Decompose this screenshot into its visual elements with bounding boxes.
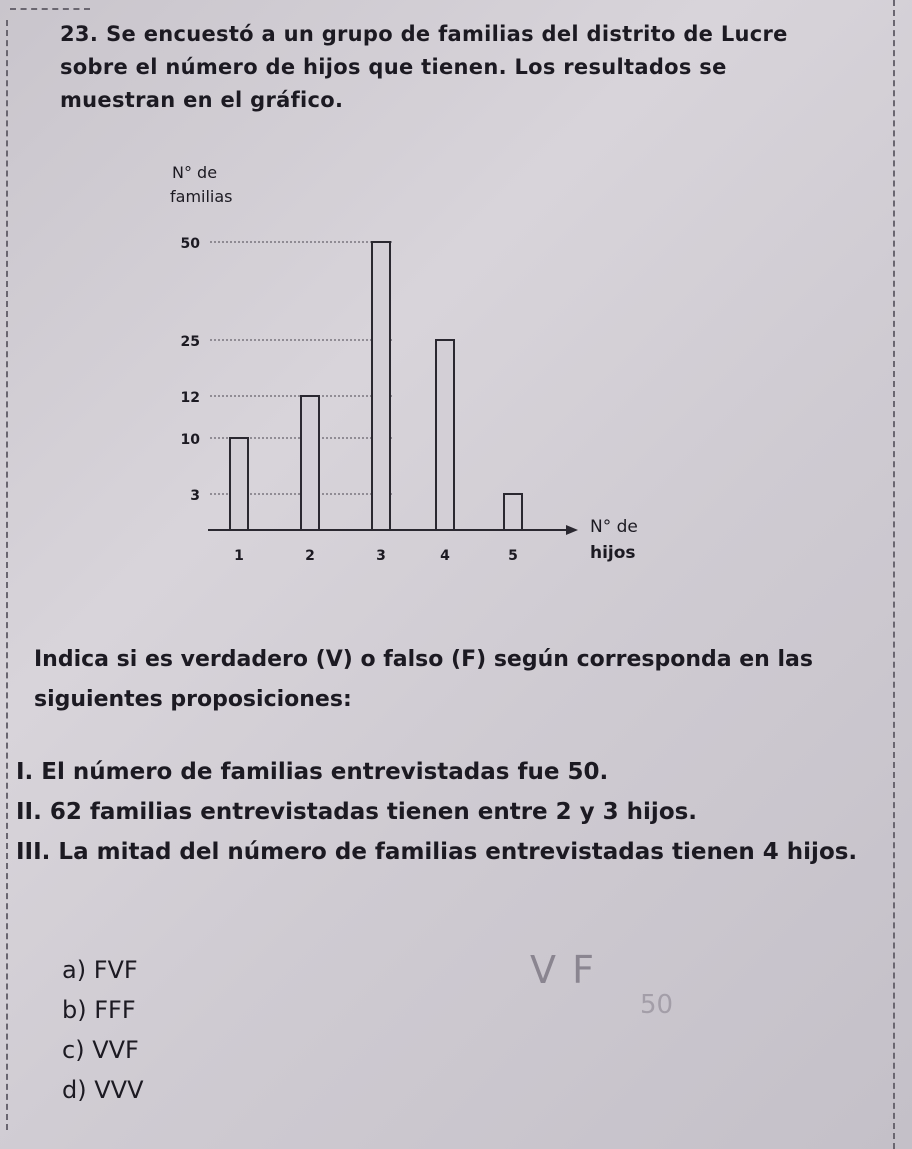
bar-chart bbox=[0, 150, 912, 580]
y-tick-label: 25 bbox=[180, 334, 200, 350]
y-tick-label: 10 bbox=[180, 432, 200, 448]
option-a[interactable]: a) FVF bbox=[62, 956, 138, 984]
y-axis-label-line2: familias bbox=[170, 187, 233, 206]
x-tick-label: 3 bbox=[376, 548, 386, 564]
bar-5 bbox=[504, 494, 522, 530]
question-statement: Se encuestó a un grupo de familias del distrito de Lucre sobre el número de hijos que tienen. Los resultados se muestran en el gráfico. bbox=[60, 22, 788, 112]
handwritten-scribble: 50 bbox=[640, 990, 674, 1020]
bar-4 bbox=[436, 340, 454, 530]
option-c[interactable]: c) VVF bbox=[62, 1036, 139, 1064]
answer-options bbox=[62, 950, 143, 1110]
handwritten-answer: V F bbox=[530, 948, 596, 992]
instruction-text: Indica si es verdadero (V) o falso (F) según corresponda en las siguientes proposiciones: bbox=[34, 647, 813, 712]
x-axis-arrow bbox=[566, 525, 578, 535]
proposition-3: III. La mitad del número de familias entrevistadas tienen 4 hijos. bbox=[16, 839, 858, 865]
y-tick-label: 3 bbox=[190, 488, 200, 504]
x-axis-label-line1: N° de bbox=[590, 517, 638, 537]
proposition-2: II. 62 familias entrevistadas tienen entre 2 y 3 hijos. bbox=[16, 799, 698, 825]
option-d[interactable]: d) VVV bbox=[62, 1076, 144, 1104]
bar-3 bbox=[372, 242, 390, 530]
bar-2 bbox=[301, 396, 319, 530]
y-tick-label: 12 bbox=[180, 390, 200, 406]
x-tick-label: 4 bbox=[440, 548, 450, 564]
y-tick-label: 50 bbox=[180, 236, 200, 252]
x-tick-label: 5 bbox=[508, 548, 518, 564]
dashed-border-top bbox=[10, 8, 90, 10]
x-tick-label: 2 bbox=[305, 548, 315, 564]
x-axis-label-line2: hijos bbox=[590, 543, 636, 563]
y-axis-label-line1: N° de bbox=[172, 163, 218, 182]
bar-1 bbox=[230, 438, 248, 530]
proposition-1: I. El número de familias entrevistadas fue 50. bbox=[16, 759, 609, 785]
question-number: 23. bbox=[60, 22, 99, 46]
question-text bbox=[60, 18, 830, 117]
x-tick-label: 1 bbox=[234, 548, 244, 564]
propositions-list bbox=[16, 752, 886, 872]
option-b[interactable]: b) FFF bbox=[62, 996, 136, 1024]
